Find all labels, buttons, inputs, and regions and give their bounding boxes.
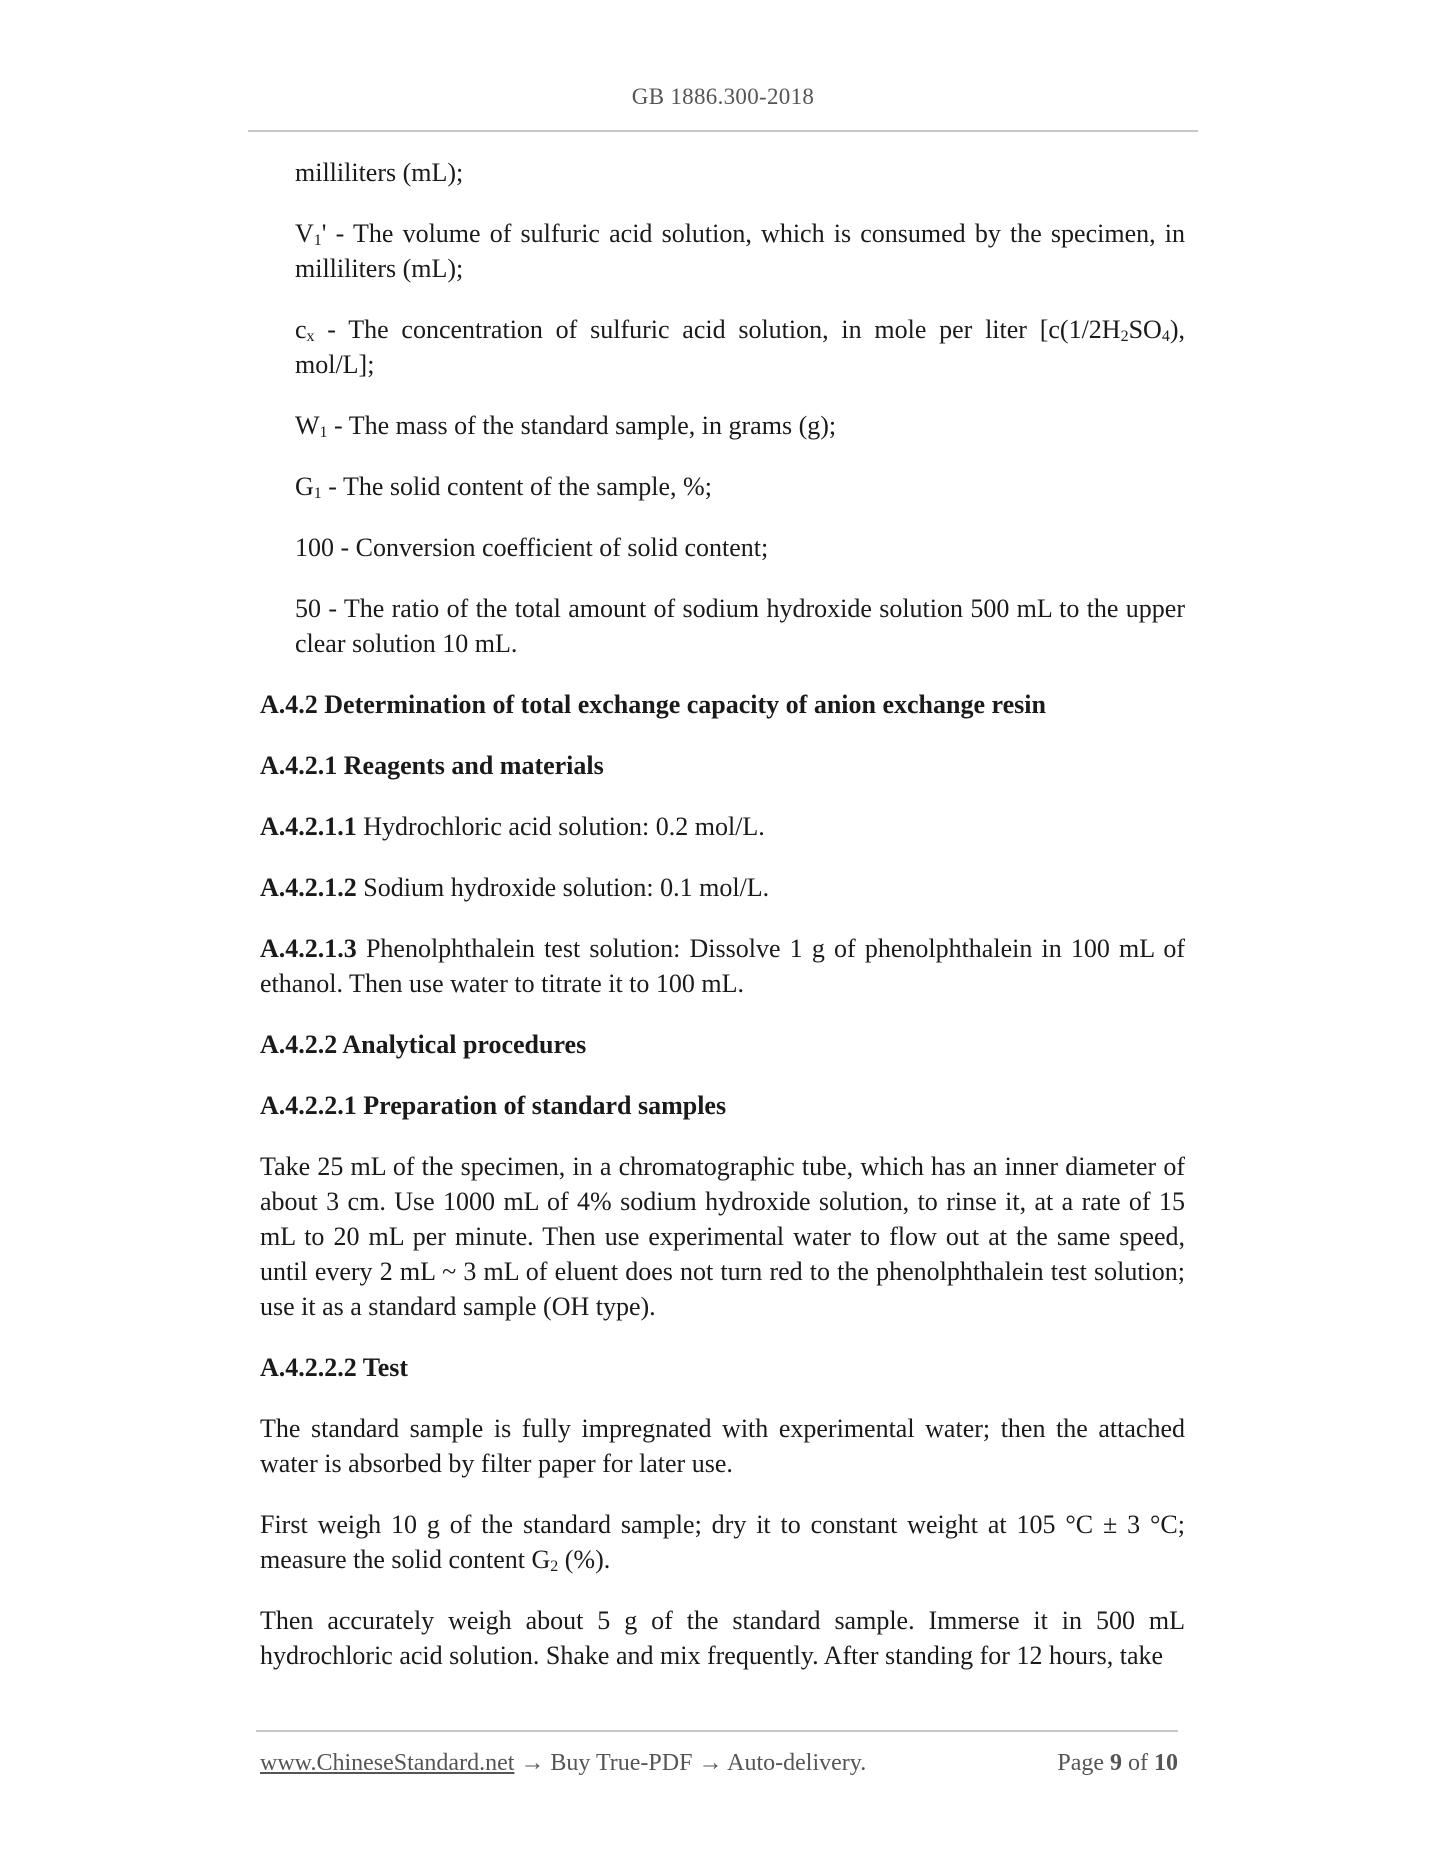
clause-a4212: A.4.2.1.2 Sodium hydroxide solution: 0.1 mol/L.	[260, 873, 770, 902]
paragraph-preparation: Take 25 mL of the specimen, in a chromatographic tube, which has an inner diameter of about 3 cm. Use 1000 mL of 4% sodium hydroxide solution, to rinse it, at a rate of 15 mL to 20 mL per minute. Then use experimental water to flow out at the same speed, until every 2 mL ~ 3 mL of eluent does not turn red to the phenolphthalein test solution; use it as a standard sample (OH type).	[260, 1152, 1185, 1321]
site-link[interactable]: www.ChineseStandard.net	[260, 1750, 515, 1776]
clause-a4211: A.4.2.1.1 Hydrochloric acid solution: 0.2 mol/L.	[260, 812, 765, 841]
page-header: GB 1886.300-2018	[631, 84, 815, 109]
section-heading-a422: A.4.2.2 Analytical procedures	[260, 1030, 587, 1059]
clause-a4213: A.4.2.1.3 Phenolphthalein test solution: Dissolve 1 g of phenolphthalein in 100 mL of ethanol. Then use water to titrate it to 100 mL.	[260, 934, 1185, 998]
definition-v1-prime: $V_1'$ - The volume of sulfuric acid solution, which is consumed by the specimen, in milliliters (mL);	[295, 219, 1185, 283]
definition-50: 50 - The ratio of the total amount of sodium hydroxide solution 500 mL to the upper clear solution 10 mL.	[295, 594, 1185, 658]
page-number: Page 9 of 10	[1057, 1750, 1178, 1776]
definition-cx: $c_x$ - The concentration of sulfuric acid solution, in mole per liter [$c(1/2H_2SO_4)$, mol/L];	[295, 315, 1185, 379]
section-heading-a4222: A.4.2.2.2 Test	[260, 1353, 409, 1382]
paragraph-test-2: First weigh 10 g of the standard sample; dry it to constant weight at 105 °C ± 3 °C; measure the solid content $G_2$ (%).	[260, 1510, 1185, 1575]
section-heading-a4221: A.4.2.2.1 Preparation of standard samples	[260, 1091, 727, 1120]
footer-promo	[260, 1750, 866, 1777]
section-heading-a42: A.4.2 Determination of total exchange capacity of anion exchange resin	[260, 690, 1046, 719]
document-body	[260, 155, 1185, 1699]
section-heading-a421: A.4.2.1 Reagents and materials	[260, 751, 604, 780]
paragraph-test-3: Then accurately weigh about 5 g of the standard sample. Immerse it in 500 mL hydrochloric acid solution. Shake and mix frequently. After standing for 12 hours, take	[260, 1606, 1185, 1670]
arrow-icon: →	[692, 1750, 728, 1776]
buy-pdf-text: Buy True-PDF	[550, 1750, 693, 1776]
definition-w1: $W_1$ - The mass of the standard sample, in grams (g);	[295, 411, 837, 441]
footer-divider	[256, 1730, 1178, 1732]
header-divider	[248, 130, 1198, 132]
auto-delivery-text: Auto-delivery.	[727, 1750, 867, 1776]
definition-continuation: milliliters (mL);	[295, 158, 464, 187]
definition-g1: $G_1$ - The solid content of the sample, %;	[295, 472, 712, 502]
arrow-icon: →	[514, 1750, 551, 1776]
definition-100: 100 - Conversion coefficient of solid content;	[295, 533, 769, 562]
paragraph-test-1: The standard sample is fully impregnated with experimental water; then the attached water is absorbed by filter paper for later use.	[260, 1414, 1185, 1478]
